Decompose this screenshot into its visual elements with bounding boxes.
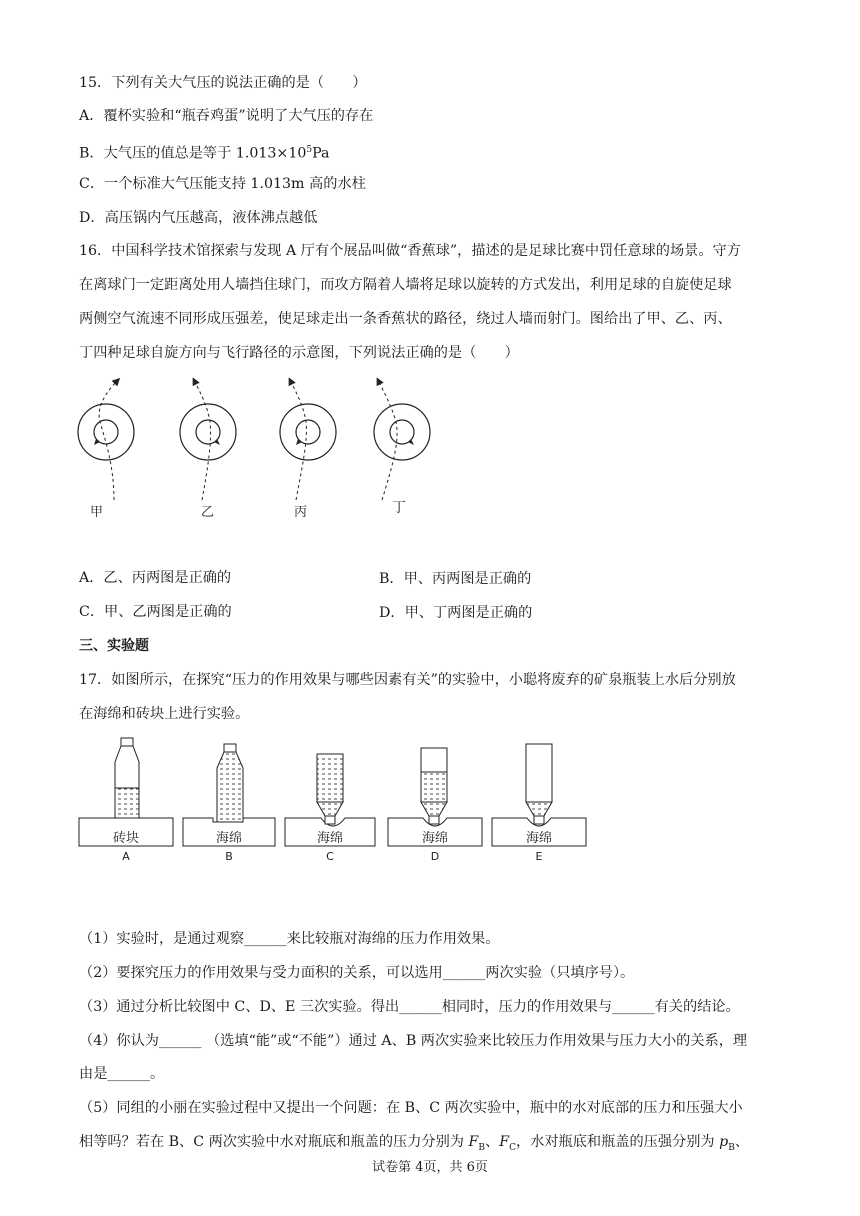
q17-sub-3: （3）通过分析比较图中 C、D、E 三次实验。得出______相同时，压力的作用效果与______有关的结论。 [79,999,740,1015]
q15-option-a: A．覆杯实验和“瓶吞鸡蛋”说明了大气压的存在 [79,108,374,124]
q16-option-d: D．甲、丁两图是正确的 [379,605,533,621]
letter-b: B [225,850,233,863]
letter-e: E [535,850,543,863]
q17-sub-4a: （4）你认为______ （选填“能”或“不能”）通过 A、B 两次实验来比较压力作用效果与压力大小的关系，理 [79,1033,748,1049]
ball-yi [180,380,236,500]
q16-option-b: B．甲、丙两图是正确的 [379,571,532,587]
q17-sub-5b: 相等吗？若在 B、C 两次实验中水对瓶底和瓶盖的压力分别为 $F_B$、$F_C$，水对瓶底和瓶盖的压强分别为 $p_B$、 [79,1134,750,1153]
ball-jia [78,380,134,500]
surface-label-e: 海绵 [525,831,553,846]
label-bing: 丙 [294,505,308,520]
q17-line-1: 17．如图所示，在探究“压力的作用效果与哪些因素有关”的实验中，小聪将废弃的矿泉瓶装上水后分别放 [79,672,736,688]
label-yi: 乙 [201,505,215,520]
letter-c: C [326,850,334,863]
letter-a: A [122,850,130,863]
q16-option-c: C．甲、乙两图是正确的 [79,604,232,620]
bottle-c [317,754,343,824]
surface-label-c: 海绵 [316,831,344,846]
q15-option-c: C．一个标准大气压能支持 1.013m 高的水柱 [79,176,366,192]
q17-sub-4b: 由是______。 [79,1066,165,1082]
surface-label-b: 海绵 [215,831,243,846]
q15-stem: 15．下列有关大气压的说法正确的是（ ） [79,75,367,91]
bottle-d [421,748,447,824]
section-heading: 三、实验题 [79,638,149,654]
label-jia: 甲 [90,505,104,520]
q16-line-3: 两侧空气流速不同形成压强差，使足球走出一条香蕉状的路径，绕过人墙而射门。图给出了甲、乙、丙、 [79,311,732,327]
q16-option-a: A．乙、丙两图是正确的 [79,570,232,586]
bottle-b [217,744,243,822]
surface-label-d: 海绵 [421,831,449,846]
page-footer: 试卷第 4页，共 6页 [372,1160,488,1175]
q16-line-2: 在离球门一定距离处用人墙挡住球门，而攻方隔着人墙将足球以旋转的方式发出，利用足球的自旋使足球 [79,277,732,293]
label-ding: 丁 [392,500,406,516]
bottle-e [526,744,552,824]
q17-line-2: 在海绵和砖块上进行实验。 [79,706,250,722]
q15-option-d: D．高压锅内气压越高，液体沸点越低 [79,210,318,226]
q15-option-b: B．大气压的值总是等于 $1.013\times 10^5Pa$ [79,145,330,162]
q16-line-4: 丁四种足球自旋方向与飞行路径的示意图，下列说法正确的是（ ） [79,345,519,361]
q17-sub-5a: （5）同组的小丽在实验过程中又提出一个问题：在 B、C 两次实验中，瓶中的水对底部的压力和压强大小 [79,1100,743,1116]
bottles-figure [75,736,595,866]
banana-ball-figure [70,372,470,522]
ball-bing [280,380,336,500]
letter-d: D [430,850,440,863]
q16-line-1: 16．中国科学技术馆探索与发现 A 厅有个展品叫做“香蕉球”，描述的是足球比赛中罚任意球的场景。守方 [79,243,741,259]
surface-label-a: 砖块 [112,831,140,846]
bottle-a [115,738,139,818]
ball-ding [374,380,430,500]
q17-sub-1: （1）实验时，是通过观察______来比较瓶对海绵的压力作用效果。 [79,931,500,947]
q17-sub-2: （2）要探究压力的作用效果与受力面积的关系，可以选用______两次实验（只填序号）。 [79,965,635,981]
